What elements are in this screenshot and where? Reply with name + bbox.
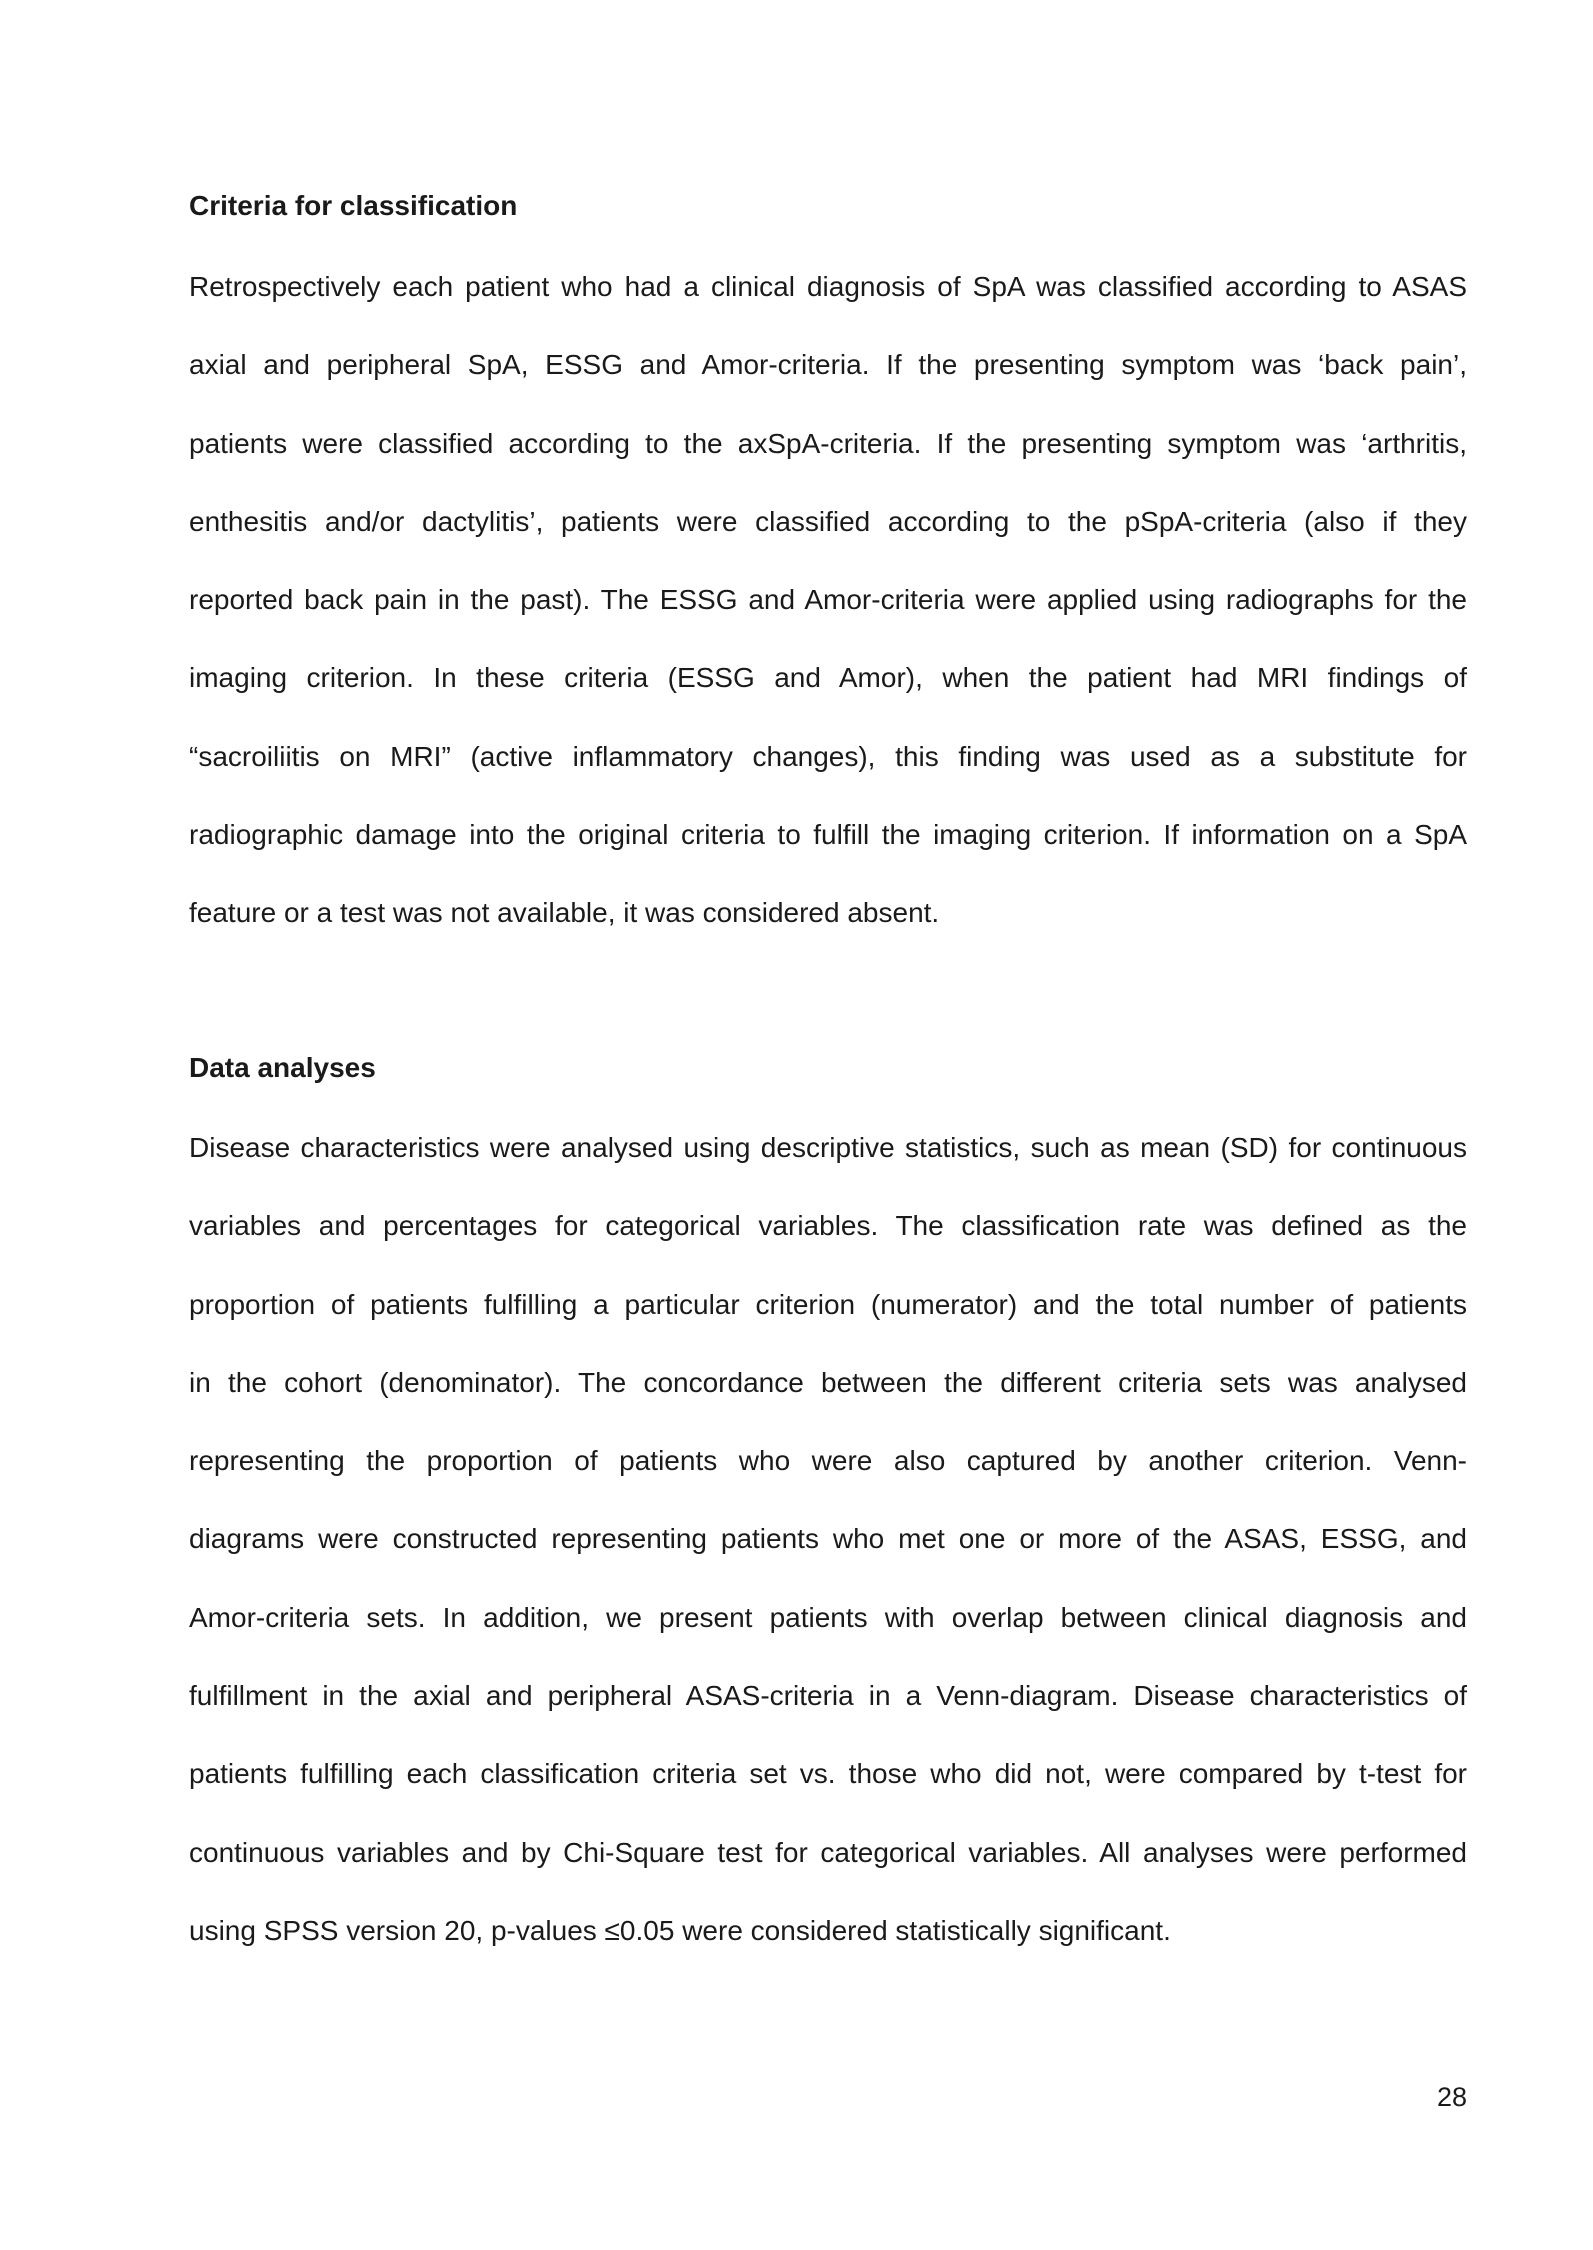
section-heading-criteria: Criteria for classification (189, 190, 518, 221)
paragraph-line: feature or a test was not available, it was considered absent. (189, 897, 940, 929)
paragraph-line: axial and peripheral SpA, ESSG and Amor-criteria. If the presenting symptom was ‘back pain’, (189, 349, 1467, 381)
paragraph-line: representing the proportion of patients who were also captured by another criterion. Venn- (189, 1445, 1467, 1477)
paragraph-line: patients were classified according to the axSpA-criteria. If the presenting symptom was ‘arthritis, (189, 427, 1467, 459)
paragraph-line: enthesitis and/or dactylitis’, patients were classified according to the pSpA-criteria (also if they (189, 505, 1467, 537)
paragraph-data-analyses (189, 1109, 1467, 1970)
section-heading-data-analyses: Data analyses (189, 1052, 376, 1083)
paragraph-line: Amor-criteria sets. In addition, we present patients with overlap between clinical diagnosis and (189, 1601, 1467, 1633)
paragraph-line: reported back pain in the past). The ESSG and Amor-criteria were applied using radiographs for the (189, 584, 1467, 616)
paragraph-line: continuous variables and by Chi-Square test for categorical variables. All analyses were performed (189, 1836, 1467, 1868)
paragraph-criteria (189, 248, 1467, 953)
page-number: 28 (1436, 2082, 1467, 2112)
paragraph-line: variables and percentages for categorical variables. The classification rate was defined as the (189, 1210, 1467, 1242)
paragraph-line: imaging criterion. In these criteria (ESSG and Amor), when the patient had MRI findings of (189, 662, 1467, 694)
paragraph-line: using SPSS version 20, p-values ≤0.05 were considered statistically significant. (189, 1914, 1171, 1946)
paragraph-line: in the cohort (denominator). The concordance between the different criteria sets was analysed (189, 1366, 1467, 1398)
paragraph-line: patients fulfilling each classification criteria set vs. those who did not, were compared by t-test for (189, 1758, 1467, 1790)
paragraph-line: diagrams were constructed representing patients who met one or more of the ASAS, ESSG, and (189, 1523, 1467, 1555)
paragraph-line: radiographic damage into the original criteria to fulfill the imaging criterion. If information on a SpA (189, 819, 1467, 851)
paragraph-line: proportion of patients fulfilling a particular criterion (numerator) and the total number of patients (189, 1288, 1467, 1320)
paragraph-line: Retrospectively each patient who had a clinical diagnosis of SpA was classified according to ASAS (189, 271, 1467, 302)
paragraph-line: “sacroiliitis on MRI” (active inflammatory changes), this finding was used as a substitute for (189, 740, 1467, 772)
paragraph-line: Disease characteristics were analysed using descriptive statistics, such as mean (SD) for continuous (189, 1132, 1467, 1163)
paragraph-line: fulfillment in the axial and peripheral ASAS-criteria in a Venn-diagram. Disease characteristics of (189, 1680, 1467, 1712)
